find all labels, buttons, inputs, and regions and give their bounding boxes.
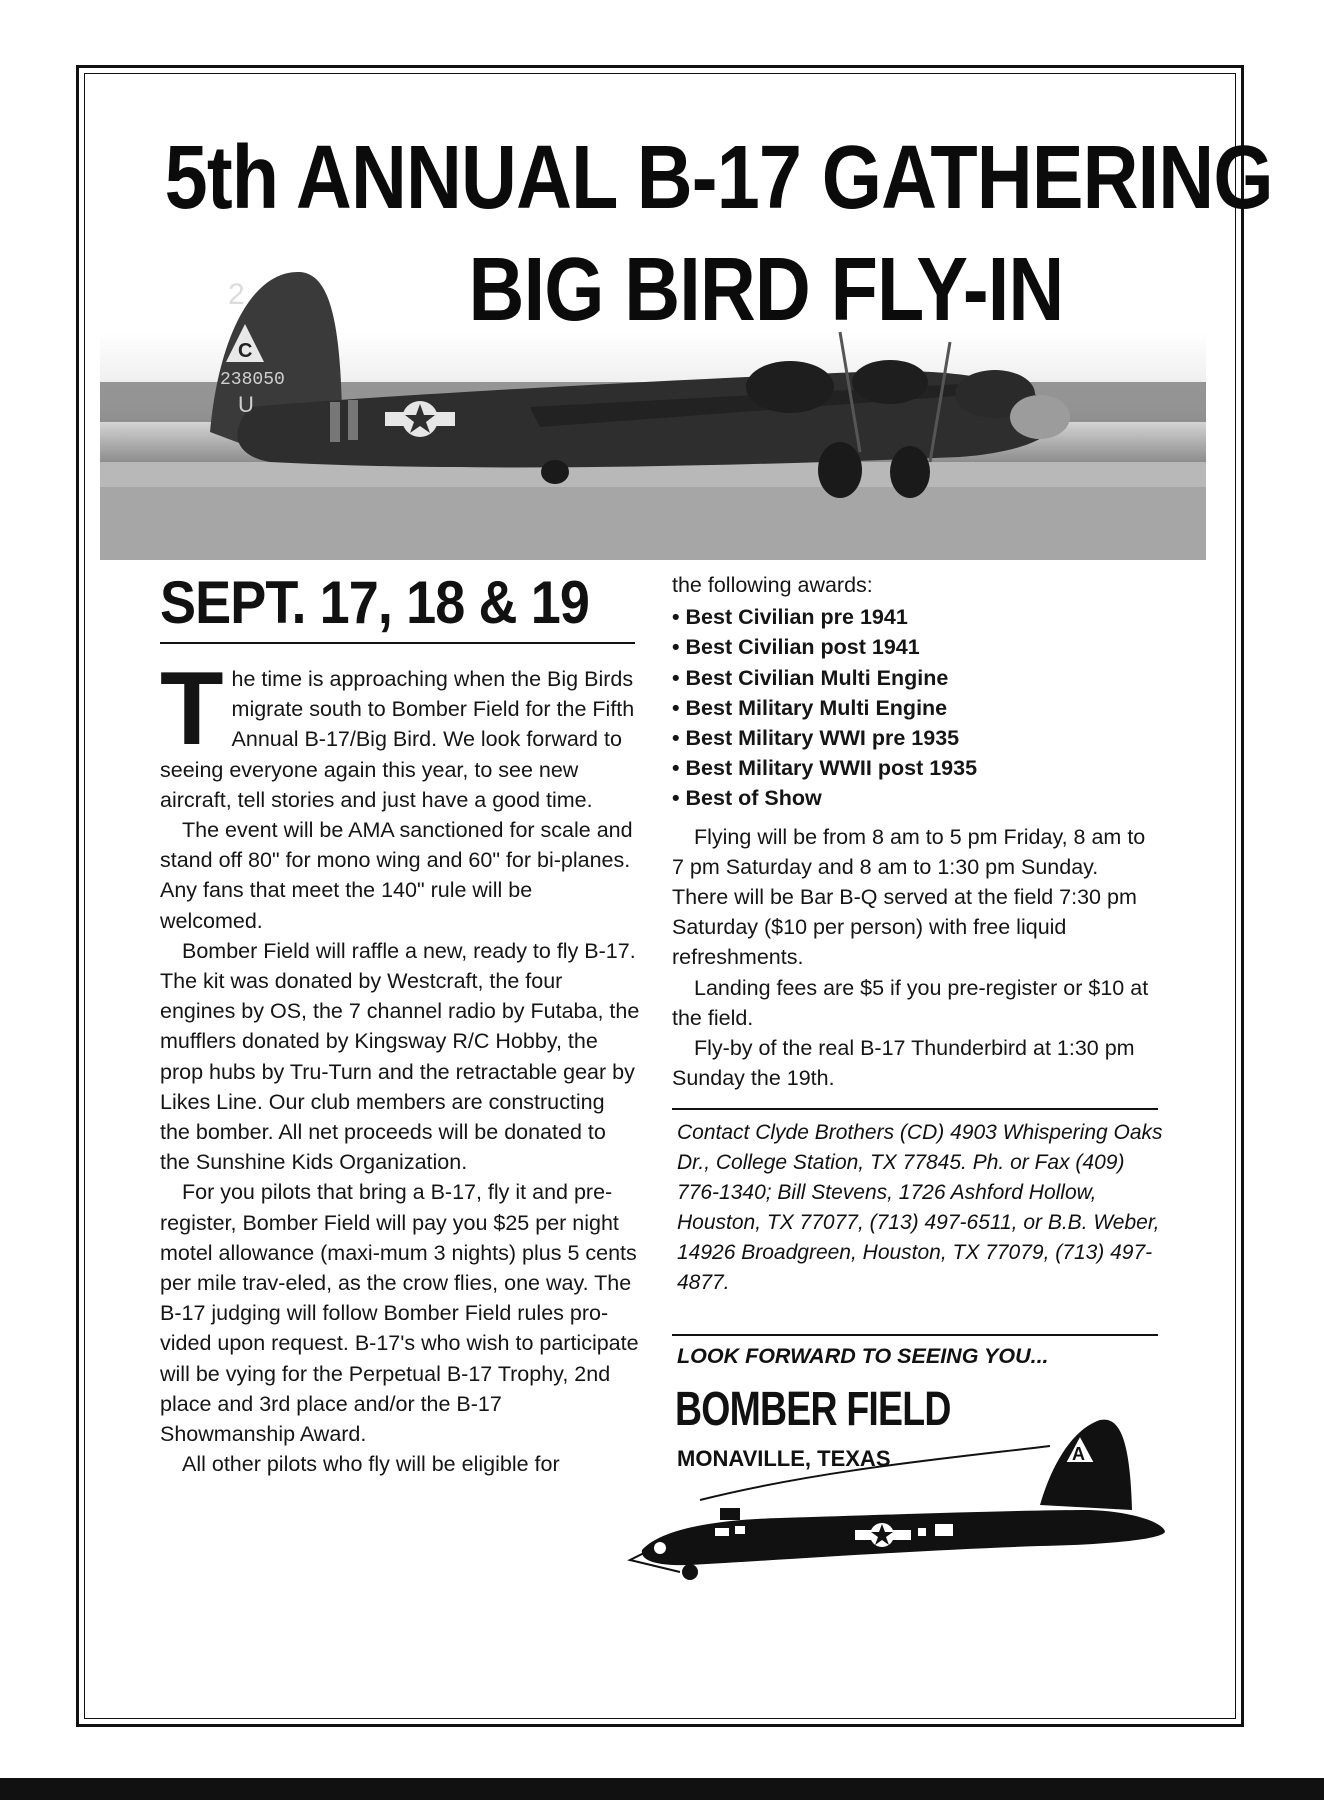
event-dates: SEPT. 17, 18 & 19: [160, 569, 589, 636]
flyby-paragraph: Fly-by of the real B-17 Thunderbird at 1:30 pm Sunday the 19th.: [672, 1036, 1135, 1091]
award-item: • Best Civilian pre 1941: [672, 602, 1152, 632]
sanction-paragraph: The event will be AMA sanctioned for scale and stand off 80" for mono wing and 60" for bi-planes. Any fans that meet the 140" rule will be welcomed.: [160, 818, 633, 933]
look-forward-text: LOOK FORWARD TO SEEING YOU...: [677, 1344, 1049, 1368]
intro-paragraph: [160, 651, 640, 815]
award-item: • Best of Show: [672, 783, 1152, 813]
date-underline: [160, 642, 635, 644]
intro-text: he time is approaching when the Big Birds migrate south to Bomber Field for the Fifth Annual B-17/Big Bird. We look forward to seeing everyone again this year, to see new aircraft, tell stories and just have a good time.: [160, 667, 635, 812]
drop-cap: T: [160, 651, 224, 767]
logo-tail-letter: A: [1072, 1444, 1085, 1464]
award-item: • Best Civilian Multi Engine: [672, 663, 1152, 693]
contact-info: Contact Clyde Brothers (CD) 4903 Whispering Oaks Dr., College Station, TX 77845. Ph. or Fax (409) 776-1340; Bill Stevens, 1726 Ashford Hollow, Houston, TX 77077, (713) 497-6511, or B.B. Weber, 14926 Broadgreen, Houston, TX 77079, (713) 497-4877.: [677, 1121, 1163, 1294]
award-item: • Best Civilian post 1941: [672, 632, 1152, 662]
tail-number-text: 2: [228, 278, 245, 311]
eligibility-paragraph: All other pilots who fly will be eligible for: [182, 1452, 560, 1477]
tail-bottom-text: U: [238, 392, 254, 417]
landing-fees-paragraph: Landing fees are $5 if you pre-register or $10 at the field.: [672, 975, 1149, 1030]
contact-bottom-rule: [672, 1334, 1158, 1336]
flying-hours-paragraph: Flying will be from 8 am to 5 pm Friday, 8 am to 7 pm Saturday and 8 am to 1:30 pm Sunday. There will be Bar B-Q served at the field 7:30 pm Saturday ($10 per person) with free liquid refreshments.: [672, 824, 1146, 970]
contact-top-rule: [672, 1108, 1158, 1110]
right-column: [672, 570, 1152, 1093]
award-item: • Best Military WWI pre 1935: [672, 723, 1152, 753]
bomber-field-location: MONAVILLE, TEXAS: [677, 1446, 891, 1471]
headline-line-2: BIG BIRD FLY-IN: [468, 240, 1064, 340]
tail-serial-text: 238050: [220, 370, 285, 390]
pilot-allowance-paragraph: For you pilots that bring a B-17, fly it and pre-register, Bomber Field will pay you $25 per night motel allowance (maxi-mum 3 nights) plus 5 cents per mile trav-eled, as the crow flies, one way. The B-17 judging will follow Bomber Field rules pro-vided upon request. B-17's who wish to participate will be vying for the Perpetual B-17 Trophy, 2nd place and 3rd place and/or the B-17 Showmanship Award.: [160, 1180, 639, 1447]
bomber-field-name: BOMBER FIELD: [675, 1383, 951, 1436]
raffle-paragraph: Bomber Field will raffle a new, ready to fly B-17. The kit was donated by Westcraft, the four engines by OS, the 7 channel radio by Futaba, the mufflers donated by Kingsway R/C Hobby, the prop hubs by Tru-Turn and the retractable gear by Likes Line. Our club members are constructing the bomber. All net proceeds will be donated to the Sunshine Kids Organization.: [160, 938, 640, 1175]
award-item: • Best Military WWII post 1935: [672, 753, 1152, 783]
awards-list: [672, 602, 1152, 813]
scan-bottom-band: [0, 1778, 1324, 1800]
award-item: • Best Military Multi Engine: [672, 693, 1152, 723]
tail-letter-text: C: [238, 340, 253, 362]
headline-line-1: 5th ANNUAL B-17 GATHERING: [164, 128, 1273, 228]
awards-intro: the following awards:: [672, 573, 873, 597]
left-column: [160, 651, 640, 1479]
